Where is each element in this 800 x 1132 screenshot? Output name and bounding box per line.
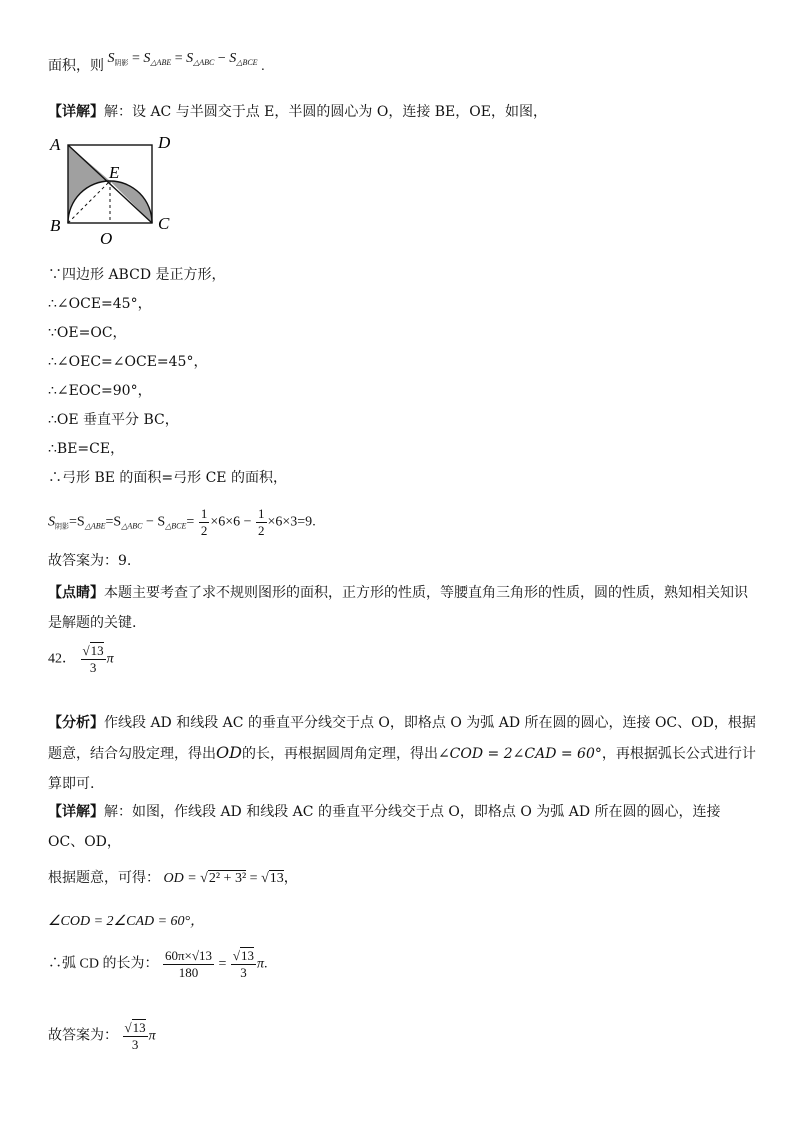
eq-text: =S: [69, 514, 85, 530]
step-line: ∵四边形 ABCD 是正方形，: [48, 267, 226, 283]
root13-over-3: $\frac{√13}{3}$: [124, 1020, 146, 1052]
mid-text: ×6×3=9: [267, 514, 313, 530]
step-line: ∴OE 垂直平分 BC，: [48, 412, 179, 428]
answer-label: 故答案为：: [48, 1028, 118, 1044]
analysis-text: 作线段 AD 和线段 AC 的垂直平分线交于点 O，即格点 O 为弧 AD 所在圆的圆心，连接 OC、OD，根据题意，结合勾股定理，得出: [48, 715, 756, 762]
lead-text: ∴弧 CD 的长为：: [48, 956, 159, 972]
root-value: 13: [269, 871, 284, 886]
angle-line: ∠COD = 2∠CAD = 60°，: [48, 914, 205, 929]
question-number: 42．: [48, 651, 76, 667]
label-e: E: [109, 163, 120, 182]
eq-text: =: [186, 514, 195, 530]
answer-end: .: [126, 553, 132, 569]
sub-abc: △ABC: [193, 58, 215, 67]
lead-text: 根据题意，可得：: [48, 871, 160, 886]
analysis-text: ，再根据弧长公式进行计算即可.: [48, 746, 756, 792]
od-lhs: OD =: [163, 871, 201, 886]
sub-abe: △ABE: [84, 521, 106, 531]
formula-end: .: [261, 59, 265, 74]
area-calculation: [48, 506, 316, 539]
comment-text: 本题主要考查了求不规则图形的面积，正方形的性质，等腰直角三角形的性质，圆的性质，熟知相关知识是解题的关键.: [48, 585, 748, 631]
arc-fraction: $\frac{60\pi\times√13}{180}$: [164, 948, 212, 980]
end-text: ，: [283, 871, 298, 886]
question-42-answer: [48, 643, 114, 676]
answer-line-2: [48, 1020, 156, 1053]
pi-symbol: π: [148, 1028, 156, 1044]
mid-text: ×6×6 −: [210, 514, 252, 530]
s-symbol: S: [48, 514, 55, 530]
sub-abe: △ABE: [150, 58, 172, 67]
angle-equation: ∠COD = 2∠CAD = 60°: [437, 746, 602, 762]
end-dot: .: [312, 514, 316, 530]
sub-shade: 阴影: [55, 522, 69, 531]
shaded-area-formula: $S_{阴影} = S_{\triangle ABE} = S_{\triangle ABC} - S_{\triangle BCE}$: [107, 51, 258, 67]
detail-tag: 【详解】: [48, 804, 104, 820]
half-fraction: $\frac{1}{2}$: [258, 506, 265, 538]
analysis-paragraph: [48, 708, 760, 799]
step-line: ∵OE=OC，: [48, 325, 127, 341]
end-dot: .: [264, 956, 268, 972]
arc-length-line: [48, 948, 268, 981]
pi-symbol: π: [106, 651, 114, 667]
sub-shade: 阴影: [114, 59, 129, 67]
root13-over-3: $\frac{√13}{3}$: [82, 643, 104, 675]
answer-value: 9: [118, 553, 127, 569]
detail-line-1: [48, 103, 547, 121]
minus-text: − S: [142, 514, 166, 530]
label-d: D: [158, 133, 171, 152]
label-a: A: [50, 135, 61, 154]
root-expression: 2² + 3²: [208, 871, 247, 886]
eq-text: =: [214, 956, 230, 972]
analysis-tag: 【分析】: [48, 715, 104, 731]
label-b: B: [50, 216, 61, 235]
detail-paragraph-2: [48, 797, 760, 857]
step-line: ∴弓形 BE 的面积=弓形 CE 的面积，: [48, 470, 287, 486]
detail-text: 解：如图，作线段 AD 和线段 AC 的垂直平分线交于点 O，即格点 O 为弧 AD 所在圆的圆心，连接 OC、OD，: [48, 804, 721, 850]
label-c: C: [158, 214, 170, 233]
pi-symbol: π: [257, 956, 265, 972]
square-semicircle-figure: [44, 128, 184, 248]
eq-text: =S: [105, 514, 122, 530]
analysis-text: 的长，再根据圆周角定理，得出: [241, 746, 438, 762]
shaded-area-formula-line: [48, 51, 265, 80]
comment-paragraph: [48, 578, 760, 638]
answer-line-1: [48, 552, 131, 570]
od-symbol: OD: [216, 743, 242, 762]
detail-text: 解：设 AC 与半圆交于点 E，半圆的圆心为 O，连接 BE，OE，如图，: [104, 104, 547, 120]
step-line: ∴∠EOC=90°，: [48, 383, 152, 399]
sub-abc: △ABC: [121, 521, 143, 531]
sub-bce: △BCE: [165, 521, 187, 531]
step-line: ∴∠OEC=∠OCE=45°，: [48, 354, 208, 370]
od-length-line: 根据题意，可得： OD = √2² + 3² = √13，: [48, 871, 298, 886]
step-line: ∴BE=CE，: [48, 441, 125, 457]
step-line: ∴∠OCE=45°，: [48, 296, 152, 312]
sub-bce: △BCE: [236, 58, 258, 67]
label-o: O: [100, 229, 113, 248]
comment-tag: 【点睛】: [48, 585, 104, 601]
eq-text: =: [246, 871, 262, 886]
lead-text: 面积，则: [48, 59, 104, 74]
shaded-region-left: [68, 145, 110, 223]
detail-tag: 【详解】: [48, 104, 104, 120]
root13-over-3: $\frac{√13}{3}$: [232, 948, 255, 980]
answer-label: 故答案为：: [48, 553, 118, 569]
half-fraction: $\frac{1}{2}$: [200, 506, 208, 538]
